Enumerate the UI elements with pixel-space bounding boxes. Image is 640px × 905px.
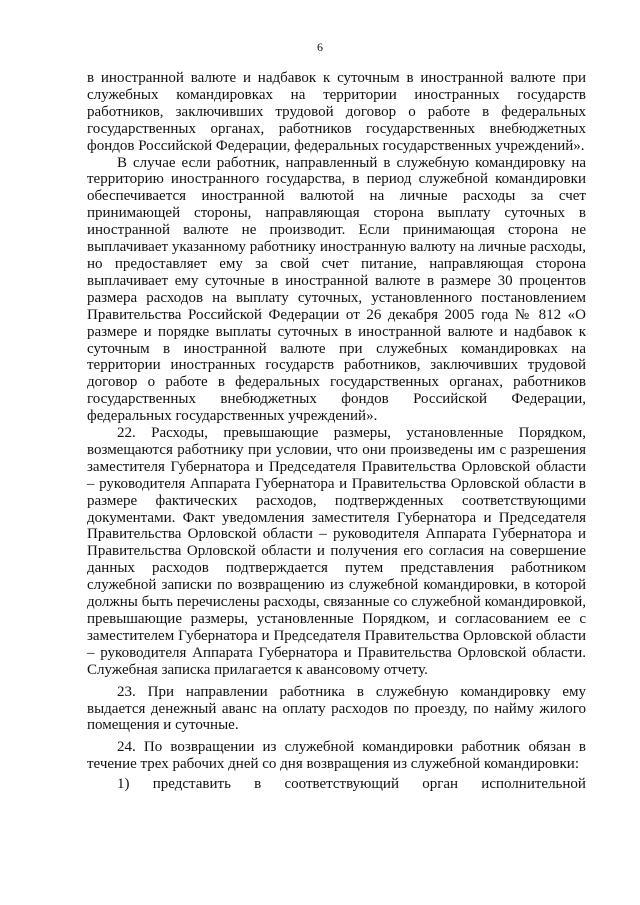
list-word: соответствующий [284, 776, 399, 793]
document-body [87, 70, 586, 793]
paragraph-22: 22. Расходы, превышающие размеры, установленные Порядком, возмещаются работнику при условии, что они произведены им с разрешения заместителя Губернатора и Председателя Правительства Орловской области – руководителя Аппарата Губернатора и Правительства Орловской области в размере фактических расходов, подтвержденных соответствующими документами. Факт уведомления заместителя Губернатора и Председателя Правительства Орловской области – руководителя Аппарата Губернатора и Правительства Орловской области и получения его согласия на совершение данных расходов подтверждается путем представления работником служебной записки по возвращению из служебной командировки, в которой должны быть перечислены расходы, связанные со служебной командировкой, превышающие размеры, установленные Порядком, и согласованием ее с заместителем Губернатора и Председателя Правительства Орловской области – руководителя Аппарата Губернатора и Правительства Орловской области. Служебная записка прилагается к авансовому отчету. [87, 425, 586, 678]
paragraph-24: 24. По возвращении из служебной командировки работник обязан в течение трех рабочих дней со дня возвращения из служебной командировки: [87, 739, 586, 773]
list-word: в [254, 776, 262, 793]
paragraph-23: 23. При направлении работника в служебную командировку ему выдается денежный аванс на оплату расходов по проезду, по найму жилого помещения и суточные. [87, 683, 586, 734]
list-item-1 [87, 776, 586, 793]
list-word: орган [422, 776, 459, 793]
paragraph-foreign-currency: В случае если работник, направленный в служебную командировку на территорию иностранного государства, в период служебной командировки обеспечивается иностранной валютой на личные расходы за счет принимающей стороны, направляющая сторона выплату суточных в иностранной валюте не производит. Если принимающая сторона не выплачивает указанному работнику иностранную валюту на личные расходы, но предоставляет ему за свой счет питание, направляющая сторона выплачивает ему суточные в иностранной валюте в размере 30 процентов размера расходов на выплату суточных, установленного постановлением Правительства Российской Федерации от 26 декабря 2005 года № 812 «О размере и порядке выплаты суточных в иностранной валюте и надбавок к суточным в иностранной валюте при служебных командировках на территории иностранных государств работников, заключивших трудовой договор о работе в федеральных государственных органах, работников государственных внебюджетных фондов Российской Федерации, федеральных государственных учреждений». [87, 154, 586, 425]
list-word: представить [152, 776, 231, 793]
list-word: исполнительной [481, 776, 586, 793]
paragraph-continuation: в иностранной валюте и надбавок к суточным в иностранной валюте при служебных командировках на территории иностранных государств работников, заключивших трудовой договор о работе в федеральных государственных органах, работников государственных внебюджетных фондов Российской Федерации, федеральных государственных учреждений». [87, 70, 586, 154]
page-number: 6 [317, 40, 323, 54]
list-marker: 1) [117, 776, 130, 793]
